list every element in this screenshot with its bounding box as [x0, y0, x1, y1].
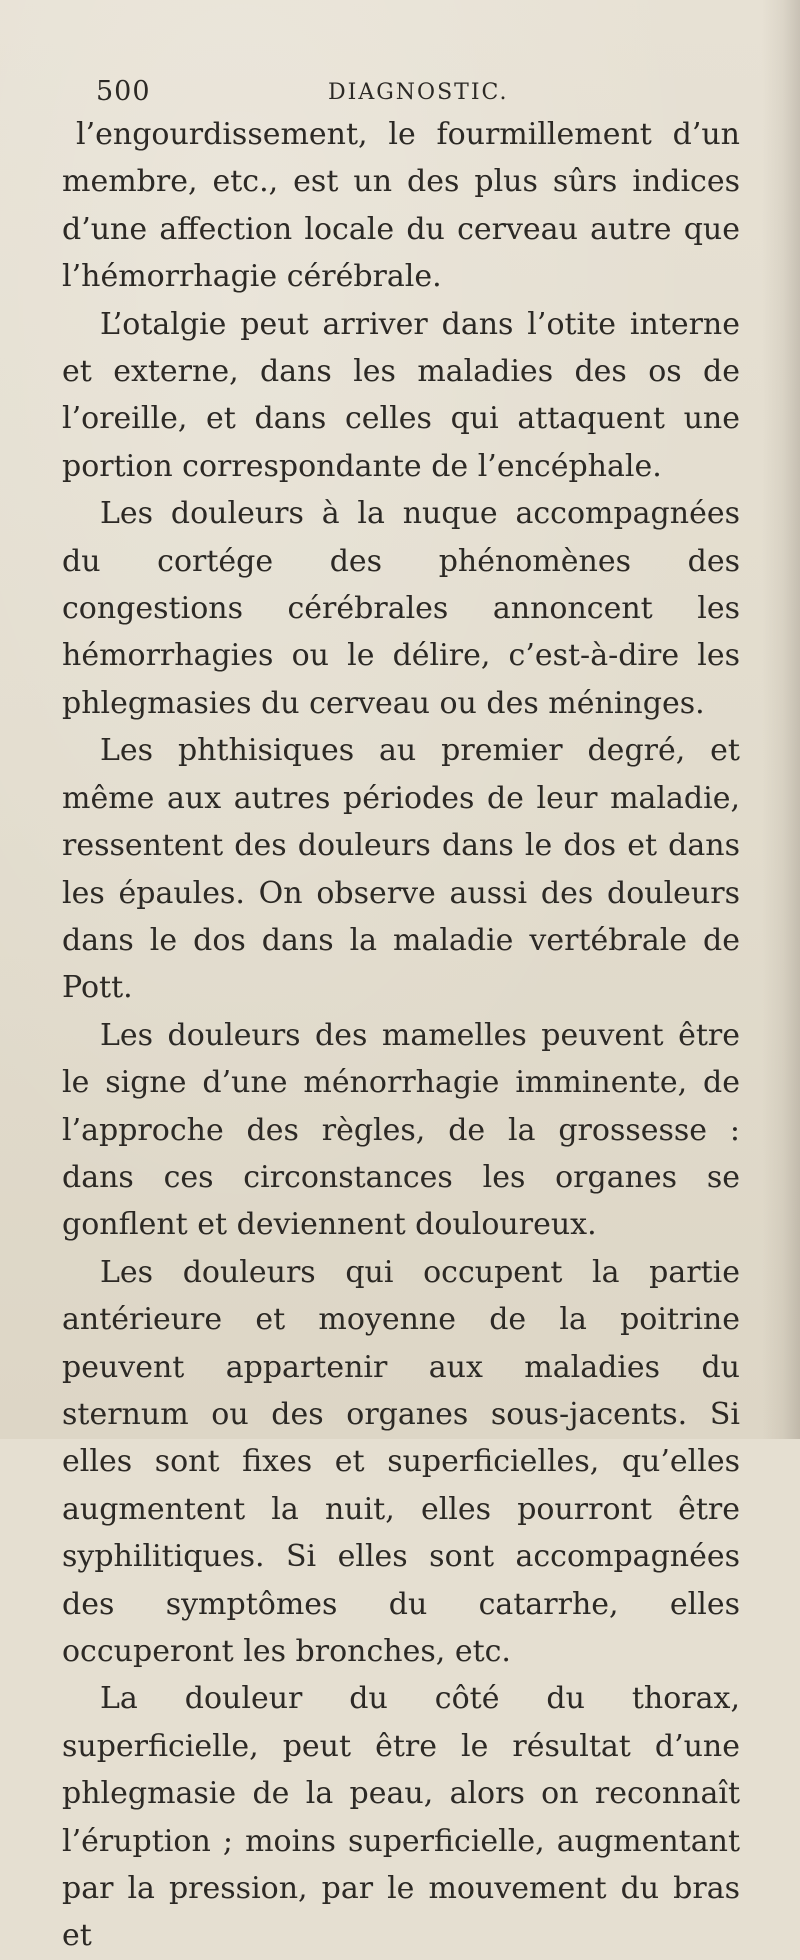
paragraph-engourdissement: l’engourdissement, le fourmillement d’un membre, etc., est un des plus sûrs indices d’une affection locale du cerveau autre que l’hémorrhagie cérébrale. — [62, 117, 740, 295]
paragraph-douleur-thorax: La douleur du côté du thorax, superficielle, peut être le résultat d’une phlegmasie de la peau, alors on reconnaît l’éruption ; moins superficielle, augmentant par la pression, par le mouvement du bras et — [62, 1681, 740, 1954]
page-number: 500 — [96, 76, 151, 107]
paragraph-douleurs-mamelles: Les douleurs des mamelles peuvent être le signe d’une ménorrhagie imminente, de l’approche des règles, de la grossesse : dans ces circonstances les organes se gonflent et deviennent douloureux. — [62, 1017, 740, 1243]
paragraph-douleurs-poitrine: Les douleurs qui occupent la partie antérieure et moyenne de la poitrine peuvent appartenir aux maladies du sternum ou des organes sous-jacents. Si elles sont fixes et superficielles, qu’elles augmentent la nuit, elles pourront être syphilitiques. Si elles sont accompagnées des symptômes du catarrhe, elles occuperont les bronches, etc. — [62, 1254, 740, 1669]
page-edge-shadow — [762, 0, 800, 1439]
body-text — [62, 111, 740, 1960]
page-header — [96, 76, 696, 116]
paragraph-otalgie: L’otalgie peut arriver dans l’otite interne et externe, dans les maladies des os de l’oreille, et dans celles qui attaquent une portion correspondante de l’encéphale. — [62, 306, 740, 484]
running-head: DIAGNOSTIC. — [328, 80, 509, 105]
paragraph-phthisiques: Les phthisiques au premier degré, et même aux autres périodes de leur maladie, ressentent des douleurs dans le dos et dans les épaules. On observe aussi des douleurs dans le dos dans la maladie vertébrale de Pott. — [62, 733, 740, 1006]
paragraph-douleurs-nuque: Les douleurs à la nuque accompagnées du cortége des phénomènes des congestions cérébrales annoncent les hémorrhagies ou le délire, c’est-à-dire les phlegmasies du cerveau ou des méninges. — [62, 496, 740, 721]
